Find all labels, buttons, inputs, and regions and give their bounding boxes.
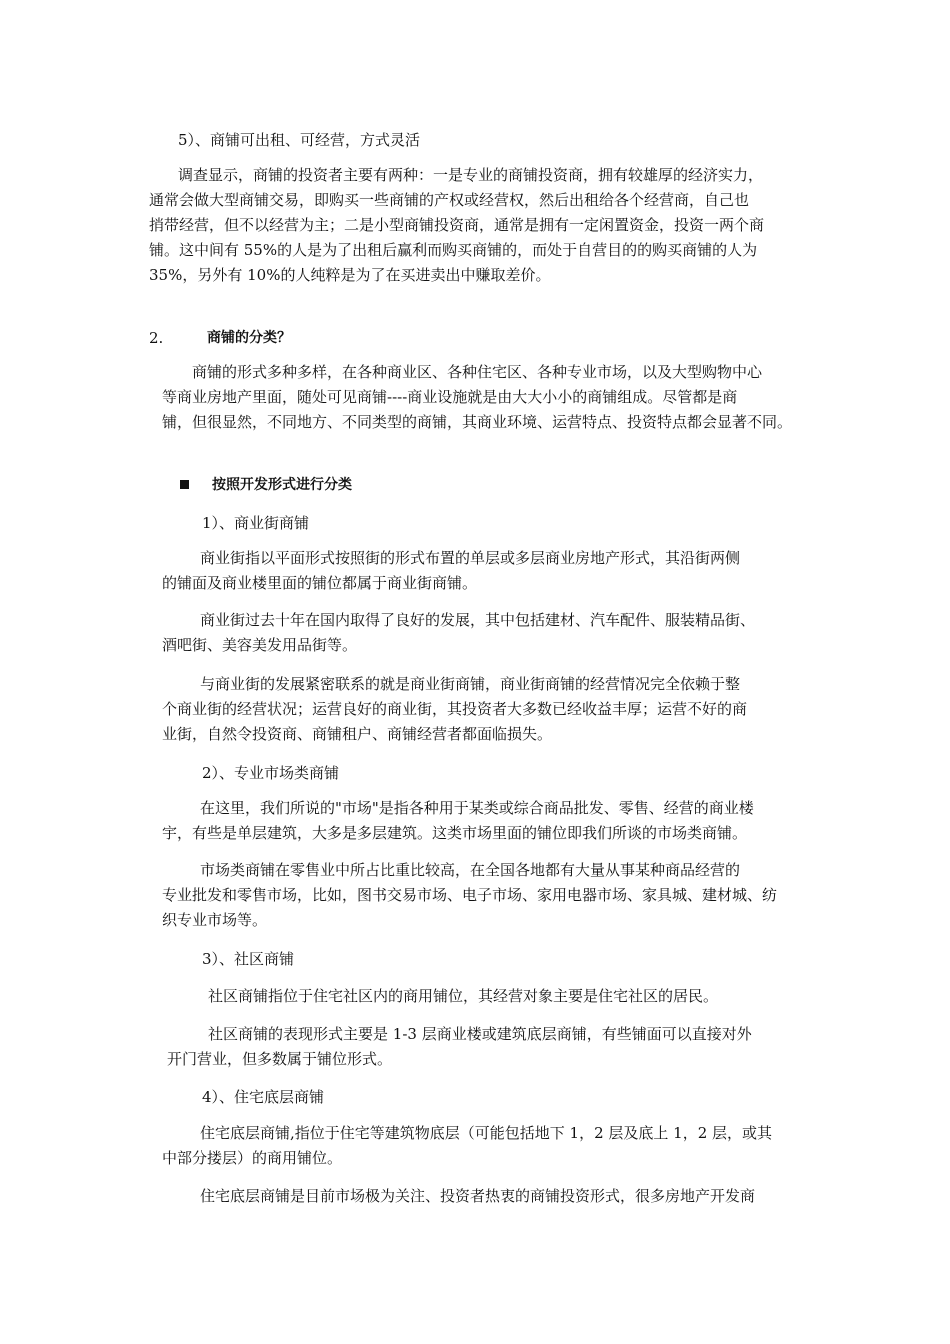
subsection-3-title: 3）、社区商铺	[202, 950, 295, 968]
text-line: 捎带经营，但不以经营为主；二是小型商铺投资商，通常是拥有一定闲置资金，投资一两个商	[149, 216, 765, 234]
bullet-heading: 按照开发形式进行分类	[212, 477, 352, 493]
text-line: 与商业街的发展紧密联系的就是商业街商铺，商业街商铺的经营情况完全依赖于整	[200, 675, 741, 693]
text-line: 在这里，我们所说的"市场"是指各种用于某类或综合商品批发、零售、经营的商业楼	[200, 799, 754, 817]
text-line: 市场类商铺在零售业中所占比重比较高，在全国各地都有大量从事某种商品经营的	[200, 861, 741, 879]
text-line: 铺。这中间有 55%的人是为了出租后赢利而购买商铺的，而处于自营目的的购买商铺的人为	[149, 241, 758, 259]
text-line: 住宅底层商铺,指位于住宅等建筑物底层（可能包括地下 1，2 层及底上 1，2 层，或其	[200, 1124, 773, 1142]
subsection-1-title: 1）、商业街商铺	[202, 514, 310, 532]
item5-title: 5）、商铺可出租、可经营，方式灵活	[178, 131, 421, 149]
text-line: 调查显示，商铺的投资者主要有两种：一是专业的商铺投资商，拥有较雄厚的经济实力，	[178, 166, 764, 184]
text-line: 宇，有些是单层建筑，大多是多层建筑。这类市场里面的铺位即我们所谈的市场类商铺。	[162, 824, 748, 842]
text-line: 社区商铺的表现形式主要是 1-3 层商业楼或建筑底层商铺，有些铺面可以直接对外	[208, 1025, 752, 1043]
section-number: 2.	[149, 329, 164, 347]
text-line: 织专业市场等。	[162, 911, 268, 929]
text-line: 个商业街的经营状况；运营良好的商业街，其投资者大多数已经收益丰厚；运营不好的商	[162, 700, 748, 718]
text-line: 商业街过去十年在国内取得了良好的发展，其中包括建材、汽车配件、服装精品街、	[200, 611, 756, 629]
text-line: 的铺面及商业楼里面的铺位都属于商业街商铺。	[162, 574, 478, 592]
text-line: 通常会做大型商铺交易，即购买一些商铺的产权或经营权，然后出租给各个经营商，自己也	[149, 191, 750, 209]
text-line: 中部分搂层）的商用铺位。	[162, 1149, 343, 1167]
text-line: 开门营业，但多数属于铺位形式。	[167, 1050, 393, 1068]
section-title: 商铺的分类？	[207, 330, 291, 346]
subsection-4-title: 4）、住宅底层商铺	[202, 1088, 325, 1106]
text-line: 酒吧街、美容美发用品街等。	[162, 636, 358, 654]
text-line: 专业批发和零售市场，比如，图书交易市场、电子市场、家用电器市场、家具城、建材城、纺	[162, 886, 778, 904]
text-line: 业街，自然令投资商、商铺租户、商铺经营者都面临损失。	[162, 725, 553, 743]
bullet-square-icon	[180, 480, 189, 489]
subsection-2-title: 2）、专业市场类商铺	[202, 764, 340, 782]
text-line: 35%，另外有 10%的人纯粹是为了在买进卖出中赚取差价。	[149, 266, 551, 284]
text-line: 住宅底层商铺是目前市场极为关注、投资者热衷的商铺投资形式，很多房地产开发商	[200, 1187, 756, 1205]
text-line: 铺，但很显然，不同地方、不同类型的商铺，其商业环境、运营特点、投资特点都会显著不同。	[162, 413, 793, 431]
text-line: 商铺的形式多种多样，在各种商业区、各种住宅区、各种专业市场，以及大型购物中心	[192, 363, 763, 381]
text-line: 等商业房地产里面，随处可见商铺----商业设施就是由大大小小的商铺组成。尽管都是商	[162, 388, 738, 406]
text-line: 商业街指以平面形式按照街的形式布置的单层或多层商业房地产形式，其沿街两侧	[200, 549, 741, 567]
text-line: 社区商铺指位于住宅社区内的商用铺位，其经营对象主要是住宅社区的居民。	[208, 987, 719, 1005]
